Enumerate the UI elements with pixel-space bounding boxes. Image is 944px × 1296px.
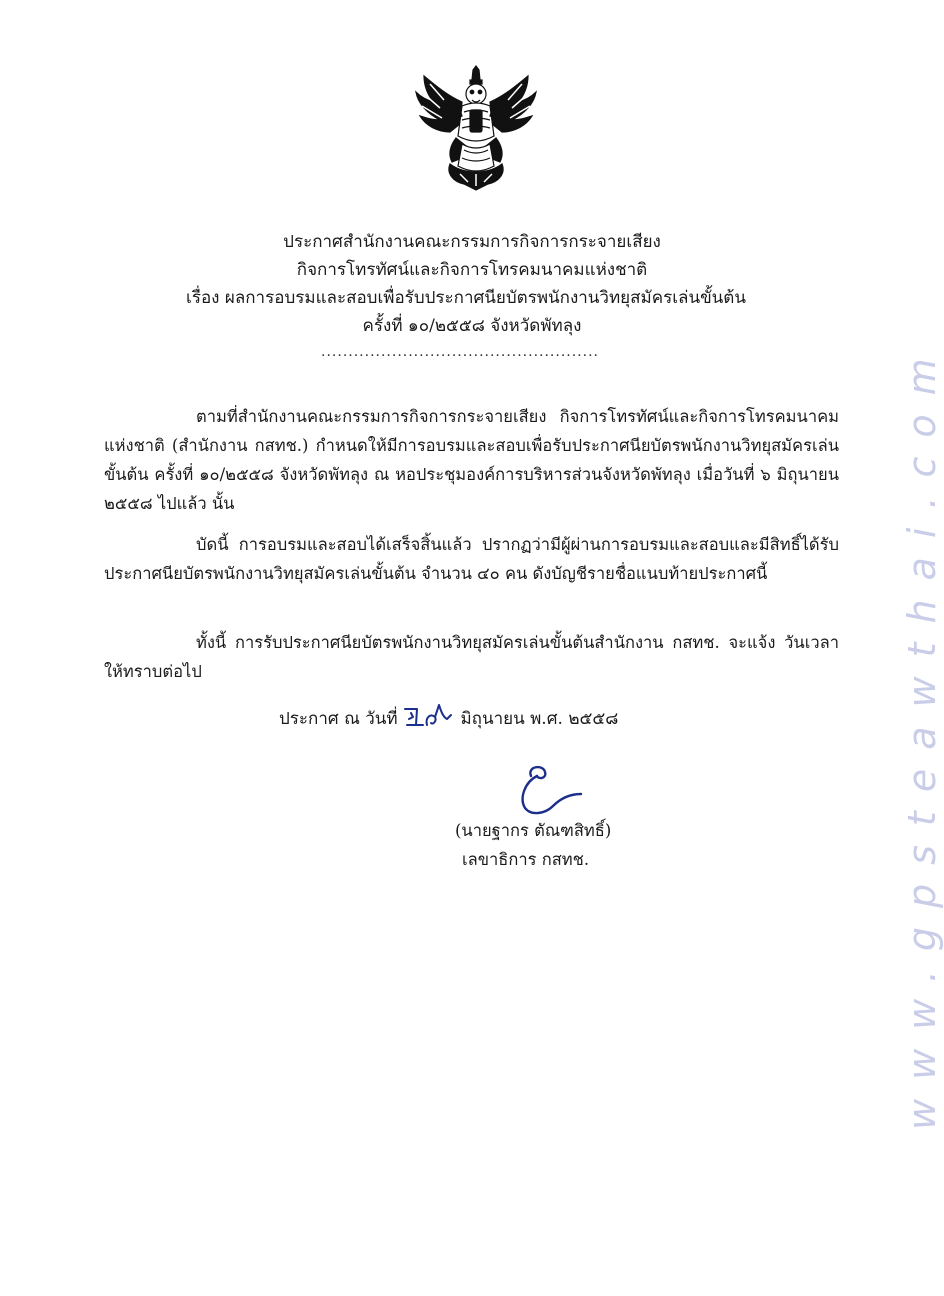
handwritten-day: [403, 703, 455, 729]
date-suffix: มิถุนายน พ.ศ. ๒๕๕๘: [460, 709, 619, 729]
date-prefix: ประกาศ ณ วันที่: [279, 709, 398, 729]
signer-name: (นายฐากร ตัณฑสิทธิ์): [455, 821, 612, 840]
body-paragraph-1: [104, 402, 839, 518]
announcement-title-line-2: กิจการโทรทัศน์และกิจการโทรคมนาคมแห่งชาติ: [296, 260, 648, 280]
watermark: [868, 150, 944, 1130]
body-paragraph-1-text: ตามที่สำนักงานคณะกรรมการกิจการกระจายเสียง กิจการโทรทัศน์และกิจการโทรคมนาคมแห่งชาติ (สำนักงาน กสทช.) กำหนดให้มีการอบรมและสอบเพื่อรับประกาศนียบัตรพนักงานวิทยุสมัครเล่นขั้นต้น ครั้งที่ ๑๐/๒๕๕๘ จังหวัดพัทลุง ณ หอประชุมองค์การบริหารส่วนจังหวัดพัทลุง เมื่อวันที่ ๖ มิถุนายน ๒๕๕๘ ไปแล้ว นั้น: [104, 407, 839, 513]
garuda-emblem-icon: [410, 66, 542, 190]
announcement-session: ครั้งที่ ๑๐/๒๕๕๘ จังหวัดพัทลุง: [362, 316, 582, 336]
announcement-title-line-1: ประกาศสำนักงานคณะกรรมการกิจการกระจายเสียง: [283, 232, 661, 252]
announcement-date: [279, 705, 618, 733]
body-paragraph-3: [104, 628, 839, 686]
body-paragraph-2-text: บัดนี้ การอบรมและสอบได้เสร็จสิ้นแล้ว ปรากฏว่ามีผู้ผ่านการอบรมและสอบและมีสิทธิ์ได้รับประกาศนียบัตรพนักงานวิทยุสมัครเล่นขั้นต้น จำนวน ๔๐ คน ดังบัญชีรายชื่อแนบท้ายประกาศนี้: [104, 535, 839, 583]
announcement-subject: เรื่อง ผลการอบรมและสอบเพื่อรับประกาศนียบัตรพนักงานวิทยุสมัครเล่นขั้นต้น: [186, 288, 746, 308]
body-paragraph-2: [104, 530, 839, 588]
body-paragraph-3-text: ทั้งนี้ การรับประกาศนียบัตรพนักงานวิทยุสมัครเล่นขั้นต้นสำนักงาน กสทช. จะแจ้ง วันเวลา ให้ทราบต่อไป: [104, 633, 839, 681]
handwritten-signature: [505, 764, 585, 824]
signer-title: เลขาธิการ กสทช.: [462, 850, 590, 869]
watermark-text: www.gpsteawthai.com: [900, 339, 944, 1130]
title-divider: ...................................................: [321, 344, 599, 360]
